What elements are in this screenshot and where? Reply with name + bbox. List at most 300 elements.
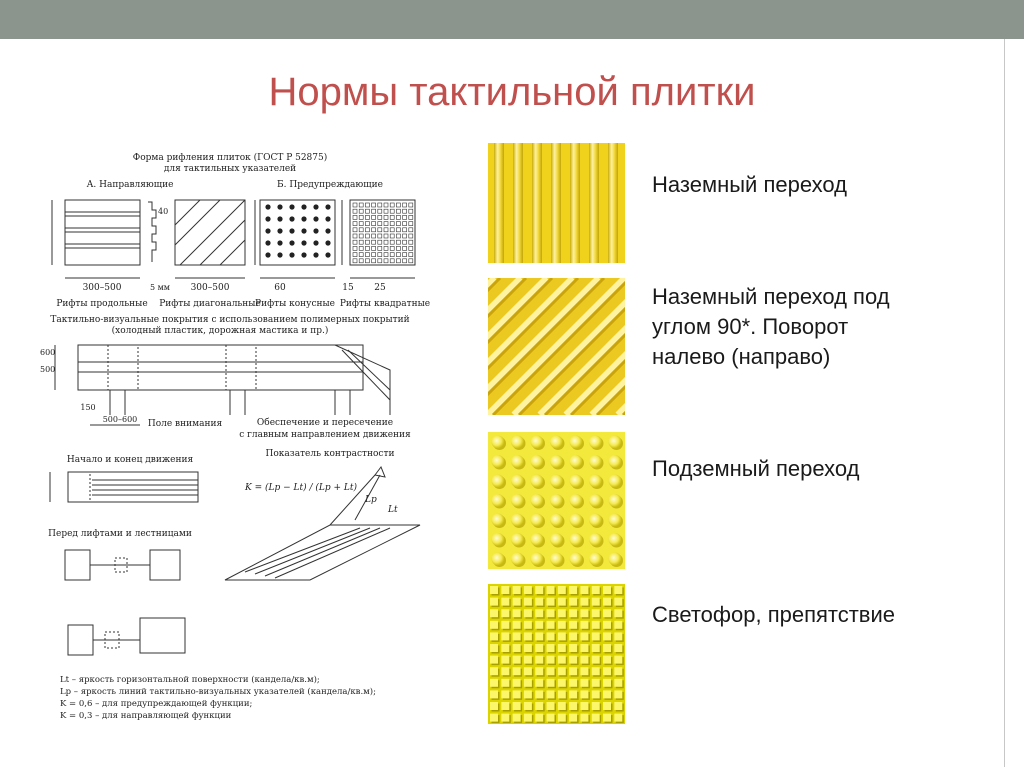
dim-label: 15 — [342, 283, 354, 293]
diagram-square — [384, 222, 388, 226]
stud — [547, 598, 555, 606]
diagram-square — [384, 234, 388, 238]
stud — [550, 514, 563, 527]
stud — [580, 632, 588, 640]
stud — [589, 533, 602, 546]
stud — [524, 714, 532, 722]
rib — [589, 143, 599, 263]
diagram-square — [403, 240, 407, 244]
stud — [589, 455, 602, 468]
stud — [513, 667, 521, 675]
diagram-dot — [325, 228, 330, 233]
diagram-square — [359, 203, 363, 207]
diagram-square — [390, 246, 394, 250]
diagram-dot — [301, 240, 306, 245]
stud — [592, 609, 600, 617]
rib — [494, 143, 504, 263]
stud — [614, 656, 622, 664]
diagram-square — [353, 228, 357, 232]
diagram-dot — [301, 228, 306, 233]
diagram-square — [359, 253, 363, 257]
stud — [580, 656, 588, 664]
diagram-dot — [313, 252, 318, 257]
stud — [501, 714, 509, 722]
stud — [592, 679, 600, 687]
dim-label: 60 — [274, 283, 286, 293]
diagram-dot — [313, 204, 318, 209]
stud — [603, 690, 611, 698]
diagram-square — [390, 234, 394, 238]
stud — [511, 494, 524, 507]
stud — [501, 656, 509, 664]
stud — [501, 702, 509, 710]
diagram-square — [396, 246, 400, 250]
stud — [490, 690, 498, 698]
stud — [524, 621, 532, 629]
stud — [535, 598, 543, 606]
stud — [569, 690, 577, 698]
coat-label: Тактильно-визуальные покрытия с использованием полимерных покрытий — [50, 315, 410, 325]
diagram-dot — [277, 252, 282, 257]
diagram-square — [384, 228, 388, 232]
stud — [524, 656, 532, 664]
stud — [592, 690, 600, 698]
stud — [570, 436, 583, 449]
diagram-square — [359, 240, 363, 244]
diagram-square — [384, 246, 388, 250]
diagram-dot — [265, 216, 270, 221]
diagram-square — [390, 203, 394, 207]
stud — [547, 714, 555, 722]
stud — [490, 632, 498, 640]
diagram-square — [353, 240, 357, 244]
stud — [570, 494, 583, 507]
stud — [614, 598, 622, 606]
stud — [490, 667, 498, 675]
stud — [614, 714, 622, 722]
diagram-square — [365, 240, 369, 244]
label-long: Рифты продольные — [56, 299, 148, 309]
stud — [558, 690, 566, 698]
diagram-dot — [325, 252, 330, 257]
stud — [609, 455, 622, 468]
diagram-square — [372, 246, 376, 250]
stud — [614, 667, 622, 675]
slide-title: Нормы тактильной плитки — [268, 70, 756, 114]
stud — [490, 656, 498, 664]
stud — [603, 679, 611, 687]
diagram-dot — [265, 228, 270, 233]
diagram-square — [353, 203, 357, 207]
stud — [580, 586, 588, 594]
stud — [589, 475, 602, 488]
stud — [524, 586, 532, 594]
stud — [490, 679, 498, 687]
stud — [569, 598, 577, 606]
stud — [490, 702, 498, 710]
legend-line: Lt – яркость горизонтальной поверхности (кандела/кв.м); — [60, 675, 320, 685]
stud — [531, 475, 544, 488]
stud — [603, 621, 611, 629]
diagram-square — [365, 215, 369, 219]
stud — [589, 494, 602, 507]
stud — [513, 586, 521, 594]
diagram-dot — [313, 216, 318, 221]
diagram-subheader: для тактильных указателей — [163, 164, 297, 174]
diagram-square — [384, 259, 388, 263]
stud — [492, 455, 505, 468]
diagram-square — [390, 240, 394, 244]
stud — [609, 436, 622, 449]
stud — [511, 553, 524, 566]
diagram-dot — [277, 216, 282, 221]
stud — [569, 679, 577, 687]
diagram-sub-b: Б. Предупреждающие — [277, 180, 383, 190]
stud — [524, 598, 532, 606]
diagram-square — [359, 215, 363, 219]
stud — [501, 632, 509, 640]
diagram-dot — [313, 228, 318, 233]
diagram-square — [409, 253, 413, 257]
diagram-square — [378, 228, 382, 232]
diagram-square — [353, 259, 357, 263]
stud — [513, 644, 521, 652]
stud — [513, 632, 521, 640]
stud — [592, 656, 600, 664]
diagram-square — [359, 222, 363, 226]
stud — [490, 621, 498, 629]
diagram-dot — [289, 252, 294, 257]
stud — [580, 667, 588, 675]
diagram-dot — [289, 240, 294, 245]
stud — [513, 714, 521, 722]
diagram-square — [365, 246, 369, 250]
diagram-square — [396, 228, 400, 232]
diagram-square — [403, 203, 407, 207]
stud — [558, 598, 566, 606]
diagram-square — [359, 234, 363, 238]
stud — [592, 667, 600, 675]
stud — [592, 586, 600, 594]
diagram-square — [390, 253, 394, 257]
diagram-square — [353, 253, 357, 257]
stud — [490, 644, 498, 652]
stud — [558, 586, 566, 594]
diagram-square — [378, 209, 382, 213]
stud — [511, 475, 524, 488]
stud — [535, 644, 543, 652]
diagram-square — [378, 203, 382, 207]
diagram-square — [372, 203, 376, 207]
diagram-dot — [325, 204, 330, 209]
diagram-dot — [313, 240, 318, 245]
label-sq: Рифты квадратные — [339, 299, 431, 309]
caption-ground-crossing: Наземный переход — [652, 172, 847, 197]
caption-underground: Подземный переход — [652, 456, 860, 481]
stud — [490, 714, 498, 722]
stud — [603, 656, 611, 664]
contrast-formula: K = (Lp − Lt) / (Lp + Lt) — [245, 483, 357, 493]
diagram-square — [353, 246, 357, 250]
diagram-square — [390, 209, 394, 213]
diagram-square — [372, 253, 376, 257]
diagram-dot — [289, 216, 294, 221]
stud — [547, 621, 555, 629]
diagram-square — [396, 240, 400, 244]
stud — [603, 667, 611, 675]
diagram-square — [396, 209, 400, 213]
lt-label: Lt — [388, 505, 398, 515]
stud — [570, 553, 583, 566]
stud — [511, 533, 524, 546]
tile-longitudinal-ribs — [488, 143, 625, 263]
diagram-square — [403, 222, 407, 226]
stud — [589, 436, 602, 449]
stud — [524, 632, 532, 640]
stud — [569, 667, 577, 675]
diagram-square — [353, 209, 357, 213]
stud — [550, 553, 563, 566]
dim-label: 300–500 — [82, 283, 122, 293]
stud — [614, 679, 622, 687]
stud — [592, 621, 600, 629]
stud — [531, 436, 544, 449]
diagram-dot — [301, 216, 306, 221]
diagram-header: Форма рифления плиток (ГОСТ Р 52875) — [132, 153, 328, 163]
stud — [535, 714, 543, 722]
stud — [580, 644, 588, 652]
diagram-sub-a: А. Направляющие — [86, 180, 174, 190]
stud — [609, 533, 622, 546]
diagram-square — [359, 228, 363, 232]
stud — [609, 494, 622, 507]
stud — [558, 644, 566, 652]
stud — [589, 553, 602, 566]
stud — [614, 609, 622, 617]
stud — [609, 553, 622, 566]
tile-cone-studs — [488, 432, 625, 569]
stud — [550, 475, 563, 488]
dim-label: 150 — [80, 403, 96, 412]
diagram-square — [365, 222, 369, 226]
diagram-dot — [265, 204, 270, 209]
diagram-square — [384, 253, 388, 257]
diagram-square — [409, 259, 413, 263]
stud — [589, 514, 602, 527]
stud — [535, 679, 543, 687]
diagram-square — [390, 222, 394, 226]
stud — [501, 586, 509, 594]
stud — [614, 690, 622, 698]
diagram-square — [359, 246, 363, 250]
stud — [535, 609, 543, 617]
diagram-square — [409, 203, 413, 207]
diagram-square — [372, 215, 376, 219]
diagram-square — [390, 228, 394, 232]
diagram-square — [403, 253, 407, 257]
diagram-square — [390, 215, 394, 219]
rib — [551, 143, 561, 263]
diagram-square — [396, 259, 400, 263]
dim-label: 25 — [374, 283, 386, 293]
diagram-square — [403, 215, 407, 219]
stud — [511, 436, 524, 449]
diagram-square — [403, 234, 407, 238]
field-label: Поле внимания — [147, 419, 223, 429]
stud — [569, 644, 577, 652]
bypass-label: Обеспечение и пересечение — [256, 418, 394, 428]
stud — [592, 644, 600, 652]
diagram-square — [372, 222, 376, 226]
stud — [603, 644, 611, 652]
diagram-square — [403, 209, 407, 213]
stud — [603, 609, 611, 617]
rib — [608, 143, 618, 263]
stud — [570, 475, 583, 488]
diagram-square — [378, 240, 382, 244]
stud — [524, 679, 532, 687]
stud — [531, 533, 544, 546]
stud — [558, 632, 566, 640]
stud — [492, 553, 505, 566]
stud — [603, 714, 611, 722]
stud — [550, 533, 563, 546]
rib — [513, 143, 523, 263]
diagram-dot — [289, 204, 294, 209]
stud — [501, 667, 509, 675]
stud — [535, 586, 543, 594]
diagram-square — [378, 253, 382, 257]
stud — [547, 609, 555, 617]
stud — [547, 667, 555, 675]
stud — [603, 632, 611, 640]
stud — [569, 609, 577, 617]
stud — [558, 609, 566, 617]
stud — [535, 690, 543, 698]
stud — [558, 714, 566, 722]
contrast-label: Показатель контрастности — [265, 449, 395, 459]
stud — [569, 714, 577, 722]
stud — [524, 690, 532, 698]
diagram-dot — [265, 252, 270, 257]
diagram-square — [403, 228, 407, 232]
stud — [535, 656, 543, 664]
stud — [569, 702, 577, 710]
diagram-square — [353, 222, 357, 226]
diagram-square — [372, 240, 376, 244]
stud — [501, 621, 509, 629]
diagram-dot — [265, 240, 270, 245]
diagram-square — [396, 234, 400, 238]
diagram-square — [384, 203, 388, 207]
stud — [524, 667, 532, 675]
diagram-square — [409, 215, 413, 219]
stud — [490, 586, 498, 594]
start-end-label: Начало и конец движения — [66, 455, 194, 465]
stud — [524, 644, 532, 652]
top-bar — [0, 0, 1024, 39]
stud — [492, 514, 505, 527]
diagram-square — [359, 259, 363, 263]
rib — [532, 143, 542, 263]
stud — [531, 455, 544, 468]
stud — [570, 455, 583, 468]
label-cone: Рифты конусные — [255, 299, 335, 309]
diagram-square — [396, 253, 400, 257]
caption-turn: Наземный переход под углом 90*. Поворот налево (направо) — [652, 284, 890, 369]
frame-border — [1004, 39, 1005, 767]
stud — [535, 621, 543, 629]
bypass-label-2: с главным направлением движения — [239, 430, 411, 440]
diagram-square — [403, 259, 407, 263]
diagram-square — [365, 253, 369, 257]
stud — [490, 598, 498, 606]
stud — [609, 514, 622, 527]
diagram-square — [378, 259, 382, 263]
diagram-square — [372, 228, 376, 232]
stud — [511, 455, 524, 468]
diagram-square — [409, 228, 413, 232]
coat-label-2: (холодный пластик, дорожная мастика и пр.) — [111, 326, 329, 336]
diagram-dot — [289, 228, 294, 233]
stud — [547, 586, 555, 594]
diagram-square — [409, 234, 413, 238]
stud — [570, 533, 583, 546]
diagram-dot — [277, 240, 282, 245]
stud — [547, 656, 555, 664]
diagram-square — [378, 234, 382, 238]
stud — [569, 632, 577, 640]
stud — [558, 621, 566, 629]
stud — [490, 609, 498, 617]
stud — [513, 690, 521, 698]
stud — [547, 679, 555, 687]
stud — [614, 632, 622, 640]
stud — [513, 679, 521, 687]
stud — [531, 514, 544, 527]
tile-diagonal-ribs — [488, 278, 625, 415]
stud — [524, 702, 532, 710]
stud — [501, 598, 509, 606]
stairs-label: Перед лифтами и лестницами — [48, 529, 192, 539]
diagram-square — [384, 215, 388, 219]
stud — [570, 514, 583, 527]
diagram-square — [384, 209, 388, 213]
stud — [531, 494, 544, 507]
stud — [580, 598, 588, 606]
stud — [592, 632, 600, 640]
diagram-dot — [301, 252, 306, 257]
stud — [580, 714, 588, 722]
diagram-dot — [277, 228, 282, 233]
stud — [501, 609, 509, 617]
stud — [550, 436, 563, 449]
diagram-square — [409, 209, 413, 213]
rib — [570, 143, 580, 263]
stud — [535, 632, 543, 640]
diagram-square — [365, 209, 369, 213]
stud — [501, 679, 509, 687]
legend-line: K = 0,6 – для предупреждающей функции; — [60, 699, 253, 709]
stud — [547, 644, 555, 652]
stud — [558, 656, 566, 664]
stud — [603, 598, 611, 606]
stud — [603, 586, 611, 594]
diagram-square — [353, 234, 357, 238]
diagram-square — [365, 203, 369, 207]
diagram-square — [372, 234, 376, 238]
diagram-square — [365, 228, 369, 232]
